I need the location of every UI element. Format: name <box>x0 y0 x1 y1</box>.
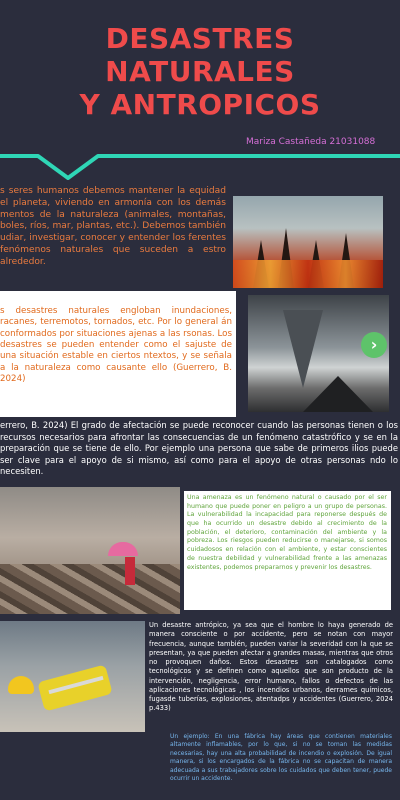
accent-divider <box>0 148 400 188</box>
natural-disasters-paragraph: s desastres naturales engloban inundaciones, racanes, terremotos, tornados, etc. Por lo general án conformados por situaciones ajenas a las rsonas. Los desastres se pueden entender como el sajuste de una situación estable en ciertos ntextos, y se señala a la naturaleza como causante ello (Guerrero, B. 2024) <box>0 306 232 384</box>
wildfire-image <box>233 196 383 288</box>
earthquake-image <box>0 487 180 614</box>
anthropic-paragraph: Un desastre antrópico, ya sea que el hombre lo haya generado de manera consciente o por accidente, pero se notan con mayor frecuencia, aunque también, pueden variar la severidad con la que se presentan, ya que pueden afectar a grandes masas, mientras que otros no provoquen daños. Estos desastres son catalogados como tecnológicos y se definen como aquellos que son producto de la intervención, negligencia, error humano, fallos o defectos de las aplicaciones tecnológicas , los incendios urbanos, derrames químicos, fugasde tuberías, explosiones, atentadps y accidentes (Guerrero, 2024 p.433) <box>149 621 393 713</box>
chevron-right-icon: › <box>370 335 378 354</box>
next-button[interactable] <box>361 332 387 358</box>
title-line-2: NATURALES <box>105 55 295 88</box>
title-line-3: Y ANTROPICOS <box>79 88 321 121</box>
page-title <box>0 22 400 121</box>
affectation-paragraph: errero, B. 2024) El grado de afectación se puede reconocer cuando las personas tienen o los recursos necesarios para afrontar las consecuencias de un fenómeno catastrófico y se en la preparación que se tiene de ello. Por ejemplo una persona que sabe de primeros ilios puede ser clave para el apoyo de si mismo, así como para el apoyo de otras personas ndo lo necesiten. <box>0 420 398 477</box>
author-label: Mariza Castañeda 21031088 <box>246 137 376 147</box>
threat-paragraph: Una amenaza es un fenómeno natural o causado por el ser humano que puede poner en peligro a un grupo de personas. La vulnerabilidad la incapacidad para reponerse después de que ha ocurrido un desastre debido al crecimiento de la población, el deterioro, contaminación del ambiente y la pobreza. Los riesgos pueden reducirse o manejarse, si somos cuidadosos en relación con el ambiente, y estar conscientes de nuestra debilidad y vulnerabilidad frente a las amenazas existentes, podemos prepararnos y prevenir los desastres. <box>187 494 387 571</box>
intro-paragraph: s seres humanos debemos mantener la equidad el planeta, viviendo en armonía con los demás mentos de la naturaleza (animales, montañas, boles, ríos, mar, plantas, etc.). Debemos también udiar, investigar, conocer y entender los ferentes fenómenos naturales que suceden a estro alrededor. <box>0 186 226 267</box>
injured-worker-image <box>0 621 145 732</box>
example-paragraph: Un ejemplo: En una fábrica hay áreas que contienen materiales altamente inflamables, por lo que, si no se toman las medidas necesarias, hay una alta probabilidad de incendio o explosión. De igual manera, si los encargados de la fábrica no se capacitan de manera adecuada a sus trabajadores sobre los cuidados que deben tener, puede ocurrir un accidente. <box>170 733 392 782</box>
title-line-1: DESASTRES <box>105 22 295 55</box>
